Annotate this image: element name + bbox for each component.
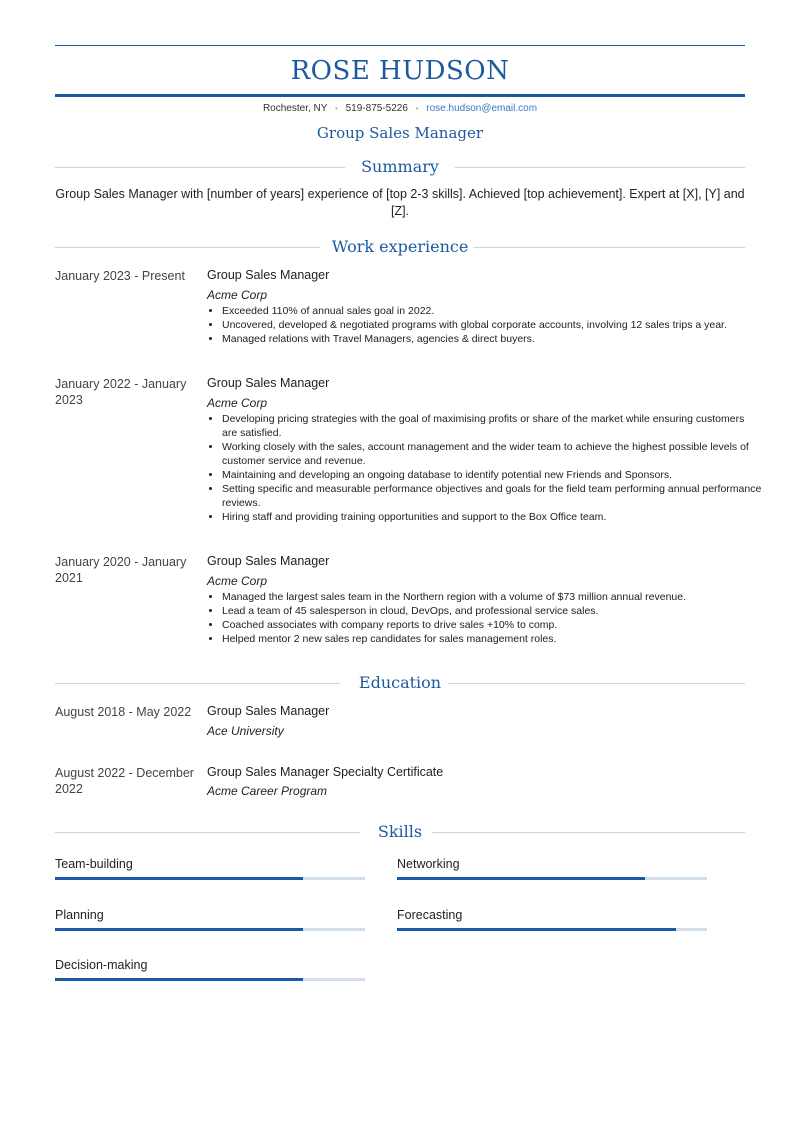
bullet-item: • Managed the largest sales team in the Northern region with a volume of $73 million annual revenue. <box>222 590 762 604</box>
degree-title: Group Sales Manager Specialty Certificate <box>207 765 444 779</box>
top-rule <box>55 45 745 46</box>
skill-level-bar <box>397 877 707 880</box>
separator-dot: • <box>335 104 338 113</box>
separator-dot: • <box>415 104 419 113</box>
job-date: January 2023 - Present <box>55 269 185 283</box>
bullet-item: • Exceeded 110% of annual sales goal in 2022. <box>222 304 762 318</box>
job-title: Group Sales Manager <box>207 268 330 282</box>
bullet-item: • Managed relations with Travel Managers, agencies & direct buyers. <box>222 332 762 346</box>
summary-heading: Summary <box>361 157 439 176</box>
name-underline <box>55 94 745 97</box>
bullet-item: • Developing pricing strategies with the goal of maximising profits or share of the market while ensuring customers are satisfied. <box>222 412 762 440</box>
skill-item <box>397 857 707 871</box>
job-date: January 2020 - January 2021 <box>55 555 187 585</box>
skill-name: Networking <box>397 857 460 871</box>
candidate-name: ROSE HUDSON <box>290 56 510 86</box>
bullet-item: • Working closely with the sales, account management and the wider team to achieve the highest possible levels of customer service and revenue. <box>222 440 762 468</box>
skills-heading: Skills <box>377 822 423 841</box>
bullet-item: • Maintaining and developing an ongoing database to identify potential new Friends and Sponsors. <box>222 468 762 482</box>
bullet-item: • Lead a team of 45 salesperson in cloud, DevOps, and professional service sales. <box>222 604 762 618</box>
contact-line <box>55 103 745 114</box>
education-heading: Education <box>358 673 442 692</box>
education-section-heading <box>55 673 745 693</box>
skill-level-bar <box>55 978 365 981</box>
skill-level-fill <box>55 877 303 880</box>
bullet-item: • Uncovered, developed & negotiated programs with global corporate accounts, involving 12 sales trips a year. <box>222 318 762 332</box>
skill-name: Decision-making <box>55 958 148 972</box>
company-name: Acme Corp <box>207 288 268 302</box>
skill-level-fill <box>55 928 303 931</box>
job-title: Group Sales Manager <box>207 554 330 568</box>
summary-section-heading <box>55 157 745 177</box>
skill-name: Forecasting <box>397 908 463 922</box>
skills-section-heading <box>55 822 745 842</box>
phone: 519-875-5226 <box>345 103 408 114</box>
skill-level-fill <box>397 877 645 880</box>
company-name: Acme Corp <box>207 574 268 588</box>
bullet-item: • Coached associates with company reports to drive sales +10% to comp. <box>222 618 762 632</box>
skill-item <box>397 908 707 922</box>
job-bullets <box>207 590 762 646</box>
skill-level-bar <box>397 928 707 931</box>
work-heading: Work experience <box>331 237 469 256</box>
bullet-item: • Helped mentor 2 new sales rep candidates for sales management roles. <box>222 632 762 646</box>
skill-level-fill <box>397 928 676 931</box>
skill-name: Planning <box>55 908 104 922</box>
skill-level-fill <box>55 978 303 981</box>
skill-level-bar <box>55 928 365 931</box>
skill-item <box>55 908 365 922</box>
location: Rochester, NY <box>262 103 328 114</box>
bullet-item: • Setting specific and measurable performance objectives and goals for the field team performing annual performance reviews. <box>222 482 762 510</box>
skill-item <box>55 857 365 871</box>
job-title: Group Sales Manager <box>207 376 330 390</box>
summary-text: Group Sales Manager with [number of years] experience of [top 2-3 skills]. Achieved [top achievement]. Expert at [X], [Y] and [Z]. <box>55 187 745 218</box>
education-date: August 2018 - May 2022 <box>55 705 192 719</box>
job-date: January 2022 - January 2023 <box>55 377 187 407</box>
email-link[interactable]: rose.hudson@email.com <box>426 103 538 114</box>
role-title: Group Sales Manager <box>316 124 484 142</box>
skill-level-bar <box>55 877 365 880</box>
job-bullets <box>207 412 762 524</box>
education-date: August 2022 - December 2022 <box>55 766 194 796</box>
job-bullets <box>207 304 762 346</box>
company-name: Acme Corp <box>207 396 268 410</box>
bullet-item: • Hiring staff and providing training opportunities and support to the Box Office team. <box>222 510 762 524</box>
degree-title: Group Sales Manager <box>207 704 330 718</box>
school-name: Acme Career Program <box>207 784 328 798</box>
work-section-heading <box>55 237 745 257</box>
school-name: Ace University <box>207 724 284 738</box>
skill-name: Team-building <box>55 857 133 871</box>
skill-item <box>55 958 365 972</box>
